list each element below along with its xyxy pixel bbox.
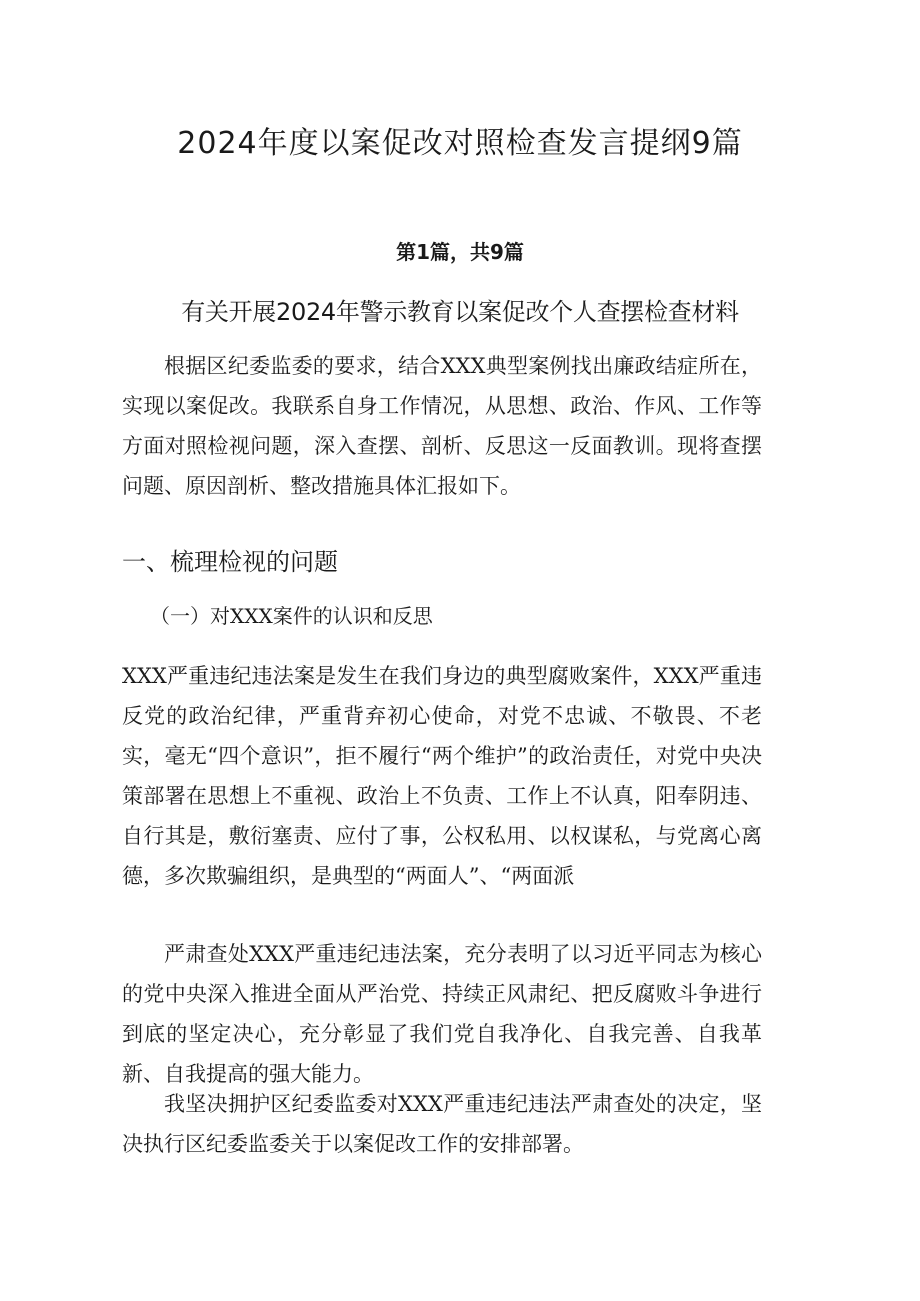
part-title: 有关开展2024年警示教育以案促改个人查摆检查材料 [181, 298, 739, 326]
subsection-heading: （一）对XXX案件的认识和反思 [150, 604, 433, 628]
intro-paragraph: 根据区纪委监委的要求，结合XXX典型案例找出廉政结症所在，实现以案促改。我联系自身工作情况，从思想、政治、作风、工作等方面对照检视问题，深入查摆、剖析、反思这一反面教训。现将查摆问题、原因剖析、整改措施具体汇报如下。 [122, 354, 762, 498]
part-label: 第1篇，共9篇 [396, 240, 524, 264]
document-title: 2024年度以案促改对照检查发言提纲9篇 [177, 126, 743, 161]
body-paragraph: XXX严重违纪违法案是发生在我们身边的典型腐败案件，XXX严重违反党的政治纪律，严重背弃初心使命，对党不忠诚、不敬畏、不老实，毫无“四个意识”，拒不履行“两个维护”的政治责任，对党中央决策部署在思想上不重视、政治上不负责、工作上不认真，阳奉阴违、自行其是，敷衍塞责、应付了事，公权私用、以权谋私，与党离心离德，多次欺骗组织，是典型的“两面人”、“两面派 [122, 664, 762, 888]
section-heading: 一、梳理检视的问题 [122, 548, 338, 576]
body-paragraph: 我坚决拥护区纪委监委对XXX严重违纪违法严肃查处的决定，坚决执行区纪委监委关于以案促改工作的安排部署。 [122, 1092, 762, 1156]
body-paragraph: 严肃查处XXX严重违纪违法案，充分表明了以习近平同志为核心的党中央深入推进全面从严治党、持续正风肃纪、把反腐败斗争进行到底的坚定决心，充分彰显了我们党自我净化、自我完善、自我革新、自我提高的强大能力。 [122, 942, 762, 1086]
